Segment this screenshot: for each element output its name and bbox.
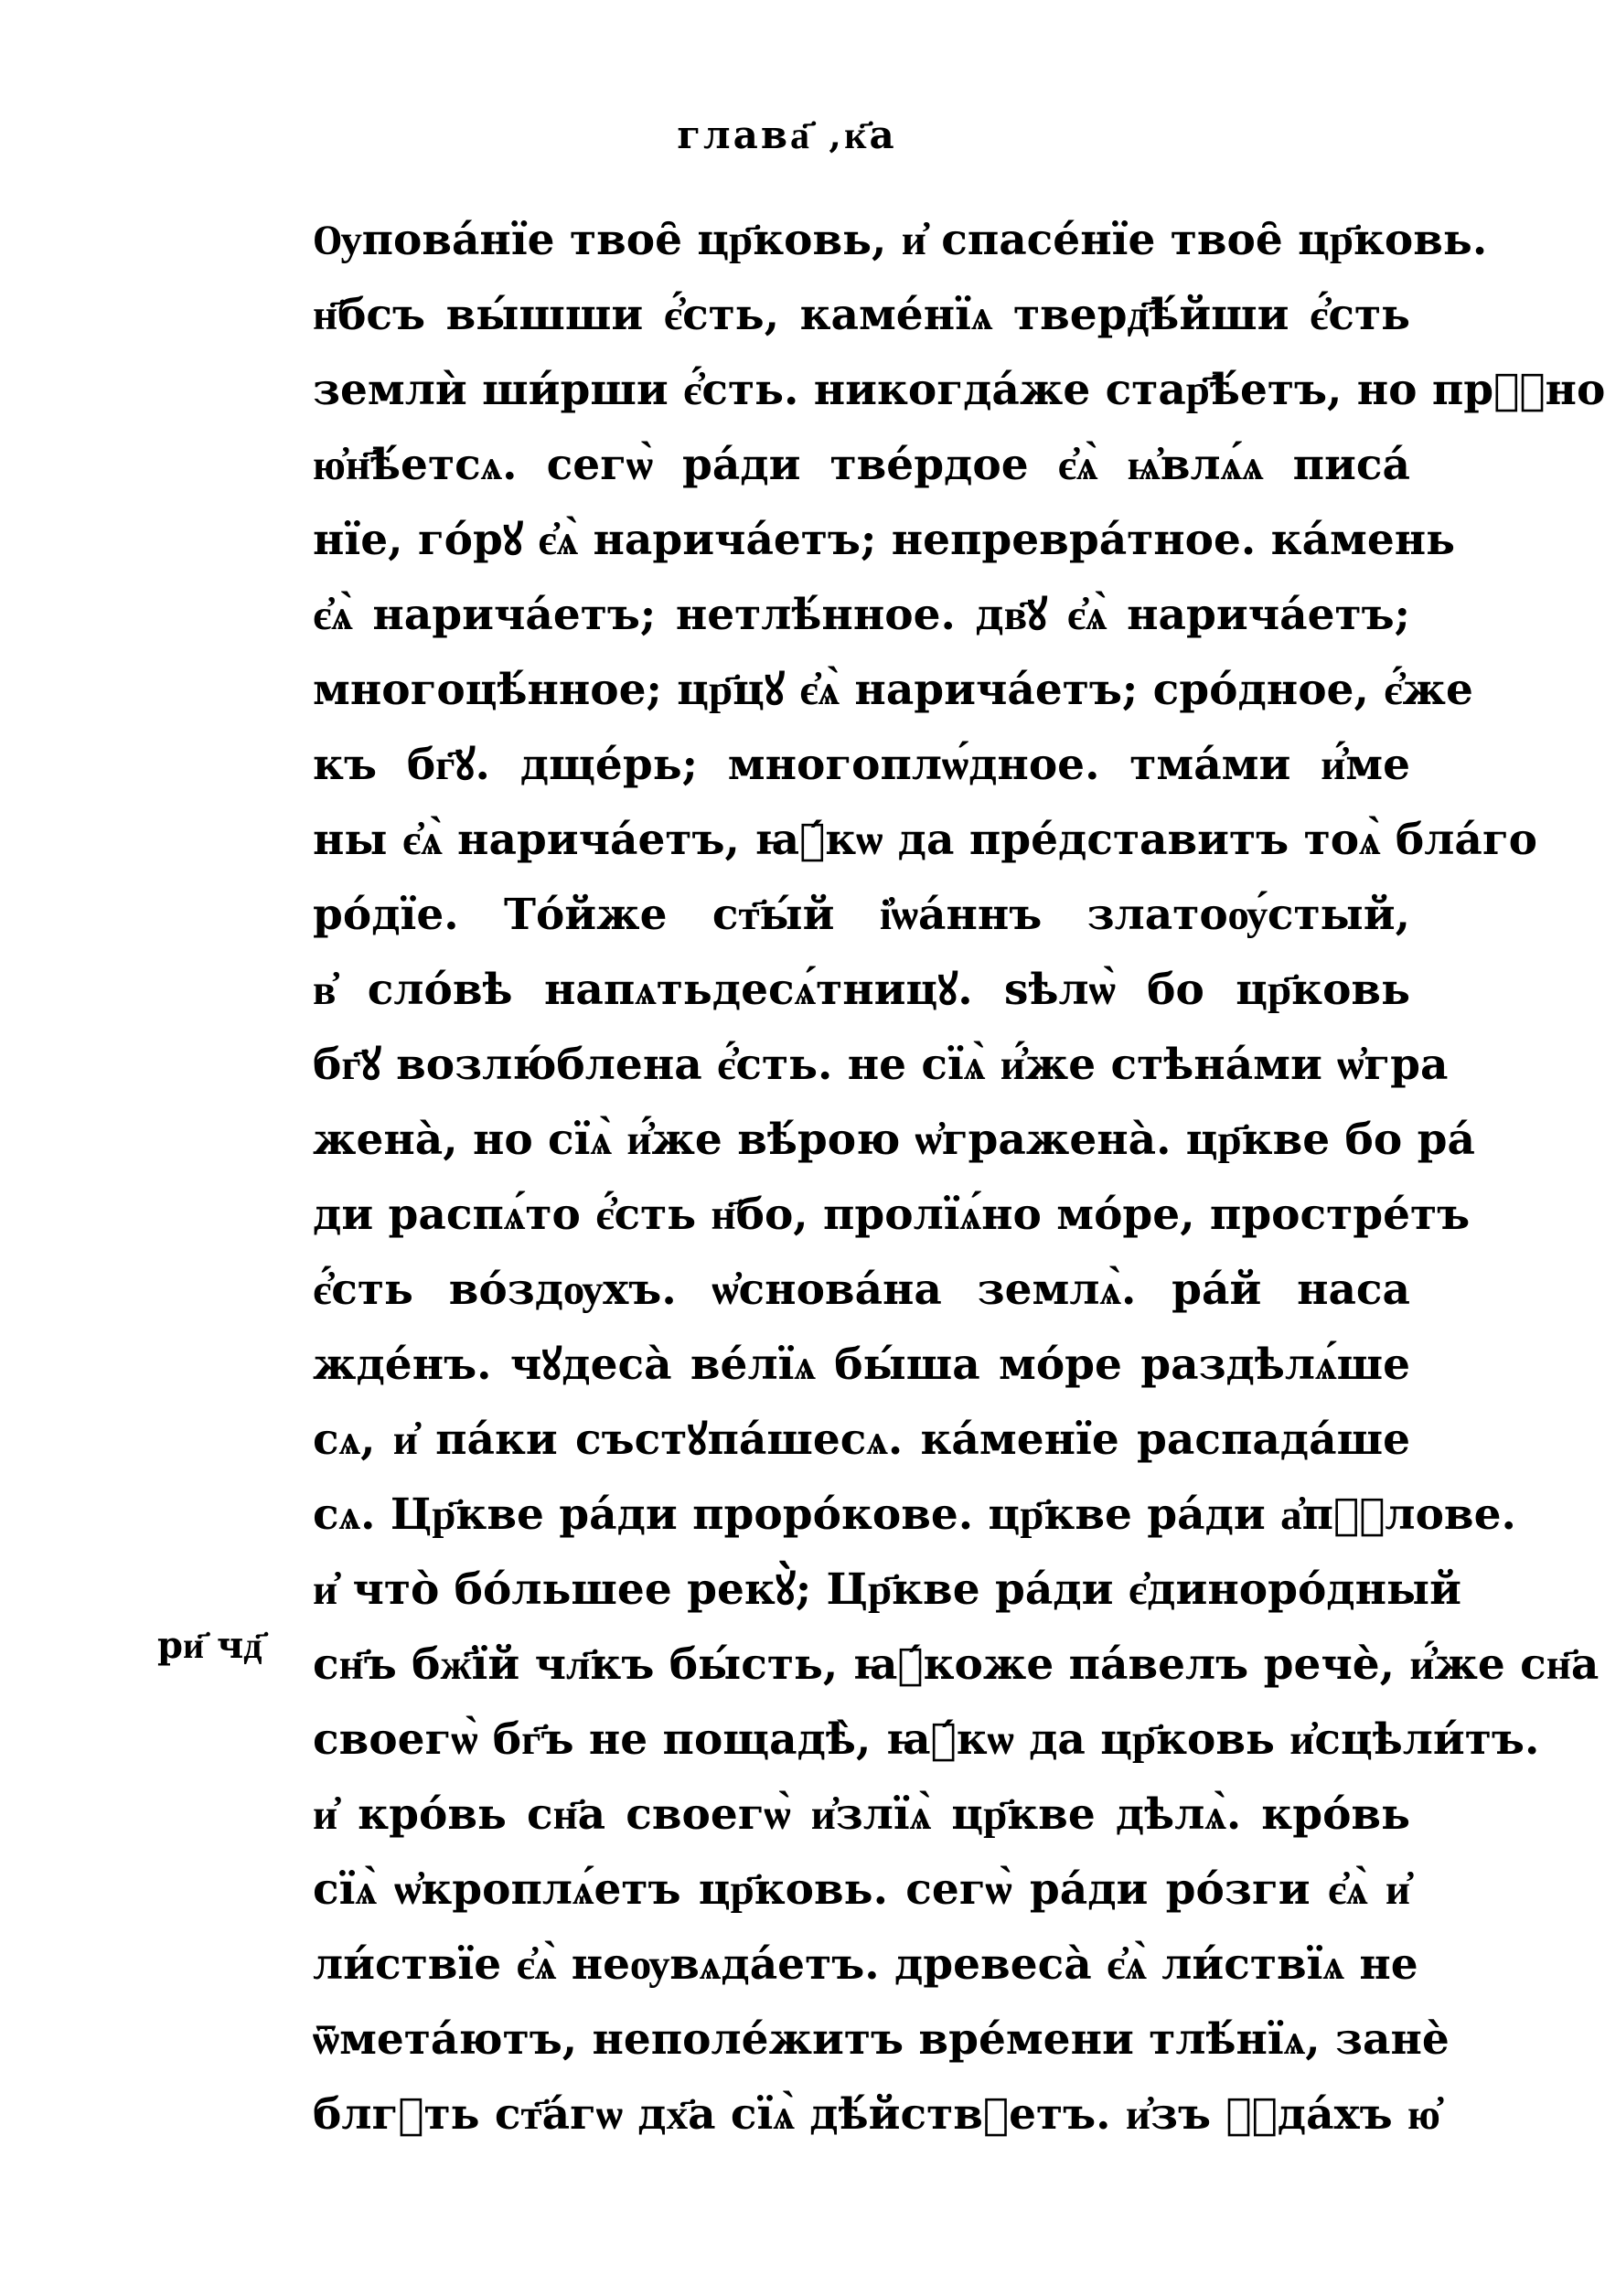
text-line: Ѹпова́нїе твое̑ цр҃ковь, и҆ спасе́нїе твое̑ цр҃ковь. — [313, 215, 1488, 265]
text-line: ю҆н҃ѣ́етсѧ. сегѡ̀ ра́ди тве́рдое є҆ѧ̀ ѩ҆влѧ́ѧ писа́ — [313, 440, 1410, 490]
text-line: ѿмета́ютъ, неполе́житъ вре́мени тлѣ́нїѧ, занѐ — [313, 2014, 1450, 2065]
text-line: къ бг҃ꙋ. дще́рь; многоплѡ́дное. тма́ми и҆́ме — [313, 740, 1410, 790]
margin-note: ри҃ чд҃ — [157, 1624, 262, 1667]
text-line: ро́дїе. То́йже ст҃ы́й і҆ѡа́ннъ златоѹ́стый, — [313, 890, 1410, 940]
text-line: н҃бсъ вы́шши є҆́сть, каме́нїѧ тверд҃ѣ́йши є҆́сть — [313, 290, 1410, 340]
text-line: сїѧ̀ ѡ҆кроплѧ́етъ цр҃ковь. сегѡ̀ ра́ди ро́зги є҆ѧ̀ и҆ — [313, 1864, 1410, 1915]
text-line: землѝ ши́рши є҆́сть. никогда́же стар҃ѣ́етъ, но прⷭ҇но — [313, 365, 1605, 415]
text-line: ны є҆ѧ̀ нарича́етъ, ꙗ҆́кѡ да пре́дставитъ тоѧ̀ бла́го — [313, 815, 1537, 865]
text-line: сн҃ъ бж҃їй чл҃къ бы́сть, ꙗ҆́коже па́велъ речѐ, и҆́же сн҃а — [313, 1639, 1600, 1690]
text-line: жде́нъ. чꙋдеса̀ ве́лїѧ бы́ша мо́ре раздѣлѧ́ше — [313, 1340, 1410, 1390]
text-line: многоцѣ́нное; цр҃цꙋ є҆ѧ̀ нарича́етъ; сро́дное, є҆́же — [313, 665, 1473, 715]
text-line: нїе, го́рꙋ є҆ѧ̀ нарича́етъ; непревра́тное. ка́мень — [313, 515, 1456, 565]
text-line: своегѡ̀ бг҃ъ не пощадѣ̀, ꙗ҆́кѡ да цр҃ковь и҆сцѣли́тъ. — [313, 1714, 1540, 1765]
body-text — [313, 203, 1605, 2152]
text-line: ли́ствїе є҆ѧ̀ неѹвѧда́етъ. древеса̀ є҆ѧ̀ ли́ствїѧ не — [313, 1939, 1418, 1990]
text-line: ди распѧ́то є҆́сть н҃бо, пролїѧ́но мо́ре, простре́тъ — [313, 1190, 1471, 1240]
text-line: сѧ. Цр҃кве ра́ди проро́кове. цр҃кве ра́ди а҆пⷭ҇лове. — [313, 1490, 1516, 1540]
text-line: и҆ что̀ бо́льшее рекꙋ̀; Цр҃кве ра́ди є҆диноро́дный — [313, 1564, 1461, 1615]
running-head: глава҃ ‚к҃а — [677, 112, 897, 157]
text-line: сѧ, и҆ па́ки състꙋпа́шесѧ. ка́менїе распада́ше — [313, 1415, 1410, 1465]
text-line: є҆ѧ̀ нарича́етъ; нетлѣ́нное. дв҃ꙋ є҆ѧ̀ нарича́етъ; — [313, 590, 1410, 640]
text-line: в҆ сло́вѣ напѧтьдесѧ́тницꙋ. ѕѣлѡ̀ бо цр҃ковь — [313, 965, 1410, 1015]
text-line: бг҃ꙋ возлю́блена є҆́сть. не сїѧ̀ и҆́же стѣна́ми ѡ҆гра — [313, 1040, 1449, 1090]
text-line: и҆ кро́вь сн҃а своегѡ̀ и҆злїѧ̀ цр҃кве дѣлѧ̀. кро́вь — [313, 1789, 1410, 1840]
text-line: жена̀, но сїѧ̀ и҆́же вѣ́рою ѡ҆гражена̀. цр҃кве бо ра́ — [313, 1115, 1475, 1165]
text-line: блгⷣть ст҃а́гѡ дх҃а сїѧ̀ дѣ́йствꙋетъ. и҆зъ ꙍ҆да́хъ ю҆ — [313, 2089, 1440, 2140]
text-line: є҆́сть во́здѹхъ. ѡ҆снова́на землѧ̀. ра́й наса — [313, 1265, 1410, 1315]
